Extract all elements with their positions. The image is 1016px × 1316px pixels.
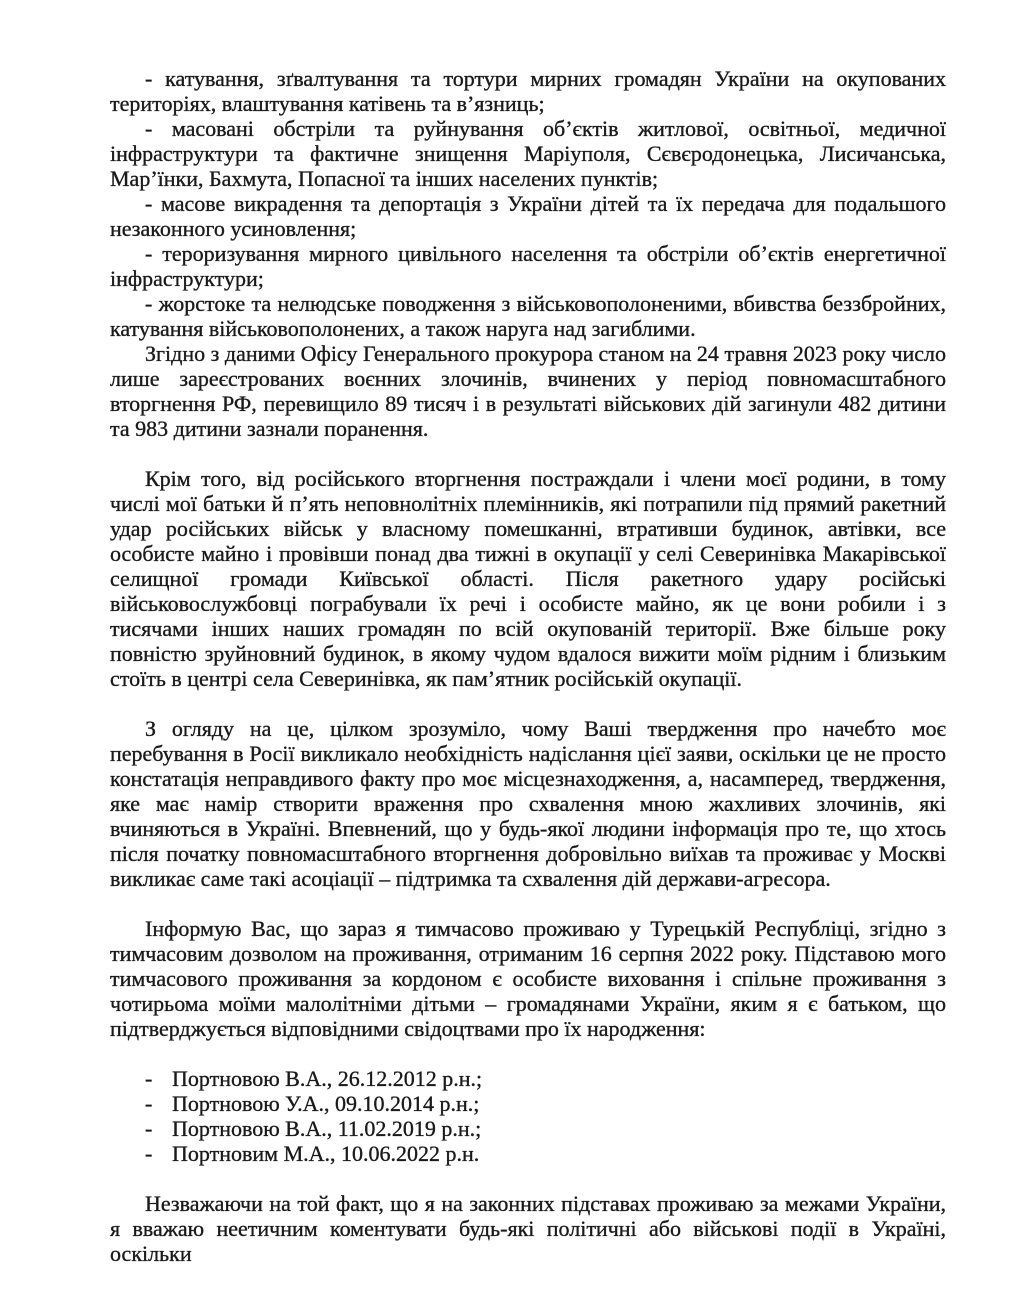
child-birth-item	[110, 1141, 946, 1166]
war-crimes-item-torture: - катування, зґвалтування та тортури мирних громадян України на окупованих територіях, влаштування катівень та в’язниць;	[110, 66, 946, 116]
list-dash-marker: -	[145, 1091, 153, 1116]
war-crimes-item-pow-treatment: - жорстоке та нелюдське поводження з військовополоненими, вбивства беззбройних, катування військовополонених, а також наруга над загиблими.	[110, 291, 946, 341]
paragraph-closing: Незважаючи на той факт, що я на законних підставах проживаю за межами України, я вважаю неетичним коментувати будь-які політичні або військові події в Україні, оскільки	[110, 1191, 946, 1266]
list-dash-marker: -	[145, 1066, 153, 1091]
paragraph-residence-info: Інформую Вас, що зараз я тимчасово проживаю у Турецькій Республіці, згідно з тимчасовим дозволом на проживання, отриманим 16 серпня 2022 року. Підставою мого тимчасового проживання за кордоном є особисте виховання і спільне проживання з чотирьома моїми малолітніми дітьми – громадянами України, яким я є батьком, що підтверджується відповідними свідоцтвами про їх народження:	[110, 916, 946, 1041]
document-content	[110, 66, 946, 1266]
child-birth-item	[110, 1091, 946, 1116]
paragraph-family-impact: Крім того, від російського вторгнення постраждали і члени моєї родини, в тому числі мої батьки й п’ять неповнолітніх племінників, які потрапили під прямий ракетний удар російських військ у власному помешканні, втративши будинок, автівки, все особисте майно і провівши понад два тижні в окупації у селі Северинівка Макарівської селищної громади Київської області. Після ракетного удару російські військовослужбовці пограбували їх речі і особисте майно, як це вони робили і з тисячами інших наших громадян по всій окупованій території. Вже більше року повністю зруйновний будинок, в якому чудом вдалося вижити моїм рідним і близьким стоїть в центрі села Северинівка, як пам’ятник російській окупації.	[110, 466, 946, 691]
list-dash-marker: -	[145, 1116, 153, 1141]
war-crimes-item-shelling: - масовані обстріли та руйнування об’єктів житлової, освітньої, медичної інфраструктури та фактичне знищення Маріуполя, Сєвєродонецька, Лисичанська, Мар’їнки, Бахмута, Попасної та інших населених пунктів;	[110, 116, 946, 191]
children-birth-list	[110, 1066, 946, 1166]
child-birth-text: Портновою В.А., 11.02.2019 р.н.;	[172, 1116, 482, 1141]
child-birth-text: Портновим М.А., 10.06.2022 р.н.	[172, 1141, 480, 1166]
list-dash-marker: -	[145, 1141, 153, 1166]
child-birth-item	[110, 1066, 946, 1091]
child-birth-item	[110, 1116, 946, 1141]
war-crimes-item-deportation: - масове викрадення та депортація з України дітей та їх передача для подальшого незаконного усиновлення;	[110, 191, 946, 241]
child-birth-text: Портновою У.А., 09.10.2014 р.н.;	[172, 1091, 480, 1116]
war-crimes-item-terrorizing: - тероризування мирного цивільного населення та обстріли об’єктів енергетичної інфраструктури;	[110, 241, 946, 291]
child-birth-text: Портновою В.А., 26.12.2012 р.н.;	[172, 1066, 483, 1091]
paragraph-prosecutor-stats: Згідно з даними Офісу Генерального прокурора станом на 24 травня 2023 року число лише зареєстрованих воєнних злочинів, вчинених у період повномасштабного вторгнення РФ, перевищило 89 тисяч і в результаті військових дій загинули 482 дитини та 983 дитини зазнали поранення.	[110, 341, 946, 441]
paragraph-statement-reaction: З огляду на це, цілком зрозуміло, чому Ваші твердження про начебто моє перебування в Росії викликало необхідність надіслання цієї заяви, оскільки це не просто констатація неправдивого факту про моє місцезнаходження, а, насамперед, твердження, яке має намір створити враження про схвалення мною жахливих злочинів, які вчиняються в Україні. Впевнений, що у будь-якої людини інформація про те, що хтось після початку повномасштабного вторгнення добровільно виїхав та проживає у Москві викликає саме такі асоціації – підтримка та схвалення дій держави-агресора.	[110, 716, 946, 891]
